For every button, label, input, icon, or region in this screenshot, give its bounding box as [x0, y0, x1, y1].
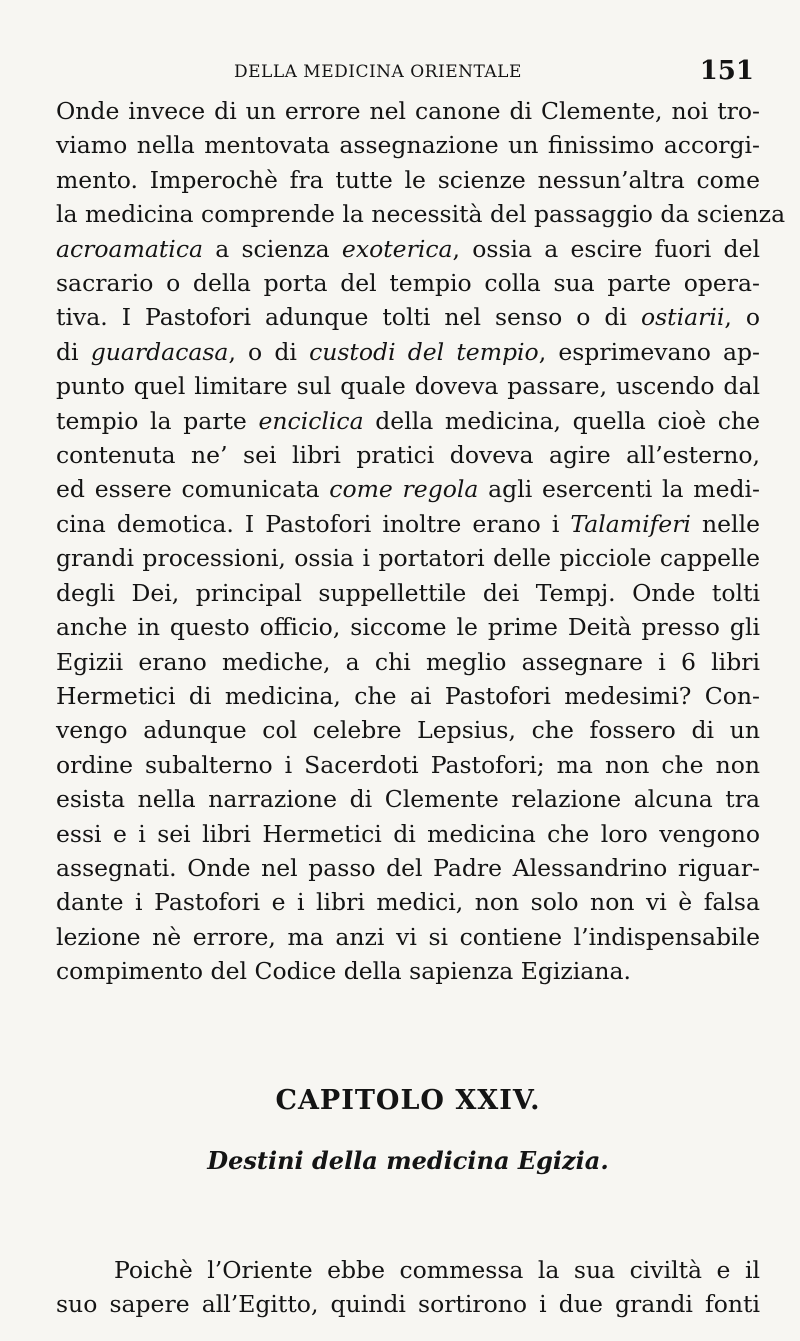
text-line: Hermetici di medicina, che ai Pastofori medesimi? Con-	[56, 681, 760, 710]
text-line	[56, 300, 760, 334]
text-line: mento. Imperochè fra tutte le scienze nessun’altra come	[56, 165, 760, 194]
text-line	[56, 507, 760, 541]
text-fragment: della medicina, quella cioè che	[363, 406, 760, 435]
text-line: esista nella narrazione di Clemente relazione alcuna tra	[56, 785, 760, 814]
text-fragment: , o	[724, 303, 760, 332]
text-fragment: a scienza	[203, 234, 342, 263]
italic-term: ostiarii	[640, 303, 725, 332]
italic-term: exoterica	[341, 234, 453, 263]
italic-term: acroamatica	[56, 234, 203, 263]
text-line: contenuta ne’ sei libri pratici doveva agire all’esterno,	[56, 441, 760, 470]
text-line: dante i Pastofori e i libri medici, non solo non vi è falsa	[56, 888, 760, 917]
chapter-subtitle: Destini della medicina Egizia.	[207, 1145, 609, 1175]
text-line: lezione nè errore, ma anzi vi si contiene l’indispensabile	[56, 922, 760, 951]
text-line	[56, 404, 760, 438]
text-line: Poichè l’Oriente ebbe commessa la sua civiltà e il	[114, 1255, 760, 1284]
running-title: DELLA MEDICINA ORIENTALE	[234, 62, 522, 82]
text-fragment: nelle	[690, 509, 760, 538]
text-fragment: cina demotica. I Pastofori inoltre erano i	[56, 509, 571, 538]
page-number: 151	[699, 56, 754, 86]
text-line	[56, 472, 760, 506]
text-fragment: tempio la parte	[56, 406, 259, 435]
text-line: ordine subalterno i Sacerdoti Pastofori; ma non che non	[56, 750, 760, 779]
text-fragment: agli esercenti la medi-	[478, 475, 760, 504]
paragraph-oriente	[56, 1253, 760, 1322]
paragraph-pastofori	[56, 94, 786, 989]
text-line: vengo adunque col celebre Lepsius, che fossero di un	[56, 716, 760, 745]
text-line: assegnati. Onde nel passo del Padre Alessandrino riguar-	[56, 853, 760, 882]
text-line: suo sapere all’Egitto, quindi sortirono i due grandi fonti	[56, 1289, 760, 1318]
text-fragment: , o di	[228, 337, 310, 366]
text-line: Onde invece di un errore nel canone di Clemente, noi tro-	[56, 97, 760, 125]
text-line: Egizii erano mediche, a chi meglio assegnare i 6 libri	[56, 647, 760, 676]
italic-term: come regola	[329, 475, 479, 504]
running-head	[56, 58, 760, 94]
text-line: degli Dei, principal suppellettile dei Tempj. Onde tolti	[56, 578, 760, 607]
text-line	[56, 335, 760, 369]
text-line	[56, 232, 760, 266]
text-line: compimento del Codice della sapienza Egiziana.	[56, 957, 631, 986]
text-line: la medicina comprende la necessità del passaggio da scienza	[56, 200, 786, 229]
text-fragment: tiva. I Pastofori adunque tolti nel senso o di	[56, 303, 641, 332]
text-fragment: ed essere comunicata	[56, 475, 330, 504]
text-fragment: di	[56, 337, 91, 366]
italic-term: enciclica	[258, 406, 364, 435]
italic-term: guardacasa	[90, 337, 229, 366]
italic-term: Talamiferi	[570, 509, 691, 538]
text-fragment: , esprimevano ap-	[538, 337, 760, 366]
text-line: grandi processioni, ossia i portatori delle picciole cappelle	[56, 544, 760, 573]
italic-term: custodi del tempio	[309, 337, 539, 366]
text-line: sacrario o della porta del tempio colla sua parte opera-	[56, 269, 760, 298]
text-line: anche in questo officio, siccome le prime Deità presso gli	[56, 613, 760, 642]
text-line: viamo nella mentovata assegnazione un finissimo accorgi-	[56, 131, 760, 160]
text-line: punto quel limitare sul quale doveva passare, uscendo dal	[56, 372, 760, 401]
text-line: essi e i sei libri Hermetici di medicina che loro vengono	[56, 819, 760, 848]
text-fragment: , ossia a escire fuori del	[452, 234, 760, 263]
chapter-title: CAPITOLO XXIV.	[275, 1084, 541, 1116]
